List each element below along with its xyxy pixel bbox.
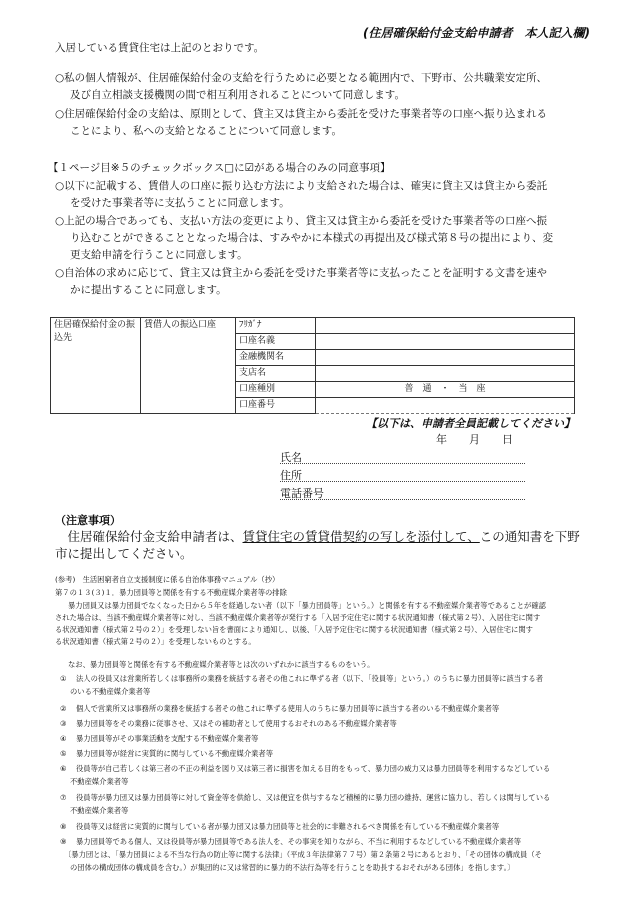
ref-item-3-line1: 暴力団員等をその業務に従事させ、又はその補助者として使用するおそれのある不動産媒介業者等 bbox=[76, 719, 397, 728]
branch-name-label: 支店名 bbox=[236, 366, 316, 382]
cond-2-line2: り込むことができることとなった場合は、すみやかに本様式の再提出及び様式第８号の提出により、変 bbox=[70, 232, 553, 244]
ref-item-6-line1: 役員等が自己若しくは第三者の不正の利益を図り又は第三者に損害を加える目的をもって、暴力団の威力又は暴力団員等を利用するなどしている bbox=[76, 764, 551, 773]
ref-item-7-line2: 不動産媒介業者等 bbox=[70, 806, 129, 815]
ref-item-1-line2: のいる不動産媒介業者等 bbox=[70, 687, 151, 696]
account-name-field[interactable] bbox=[316, 334, 575, 350]
ref-item-4-line1: 暴力団員等がその事業活動を支配する不動産媒介業者等 bbox=[76, 734, 259, 743]
consent-2-line2: ことにより、私への支給となることについて同意します。 bbox=[70, 125, 342, 137]
phone-line[interactable] bbox=[280, 499, 525, 500]
ref-footnote-2: の団体の構成団体の構成員を含む。）が集団的に又は常習的に暴力的不法行為等を行うことを助長するおそれがある団体」を指します。〕 bbox=[70, 863, 515, 872]
account-number-field[interactable] bbox=[316, 398, 575, 414]
notes-underlined: 賃貸住宅の賃貸借契約の写しを添付して、 bbox=[242, 529, 480, 544]
consent-1-line1: ○私の個人情報が、住居確保給付金の支給を行うために必要となる範囲内で、下野市、公共職業安定所、 bbox=[55, 72, 547, 84]
reference-source: (参考) 生活困窮者自立支援制度に係る自治体事務マニュアル（抄） bbox=[55, 575, 280, 584]
ref-item-7-line1: 役員等が暴力団又は暴力団員等に対して資金等を供給し、又は便宜を供与するなど積極的に暴力団の維持、運営に協力し、若しくは関与している bbox=[76, 793, 551, 802]
name-line[interactable] bbox=[280, 463, 525, 464]
ref-item-5-line1: 暴力団員等が経営に実質的に関与している不動産媒介業者等 bbox=[76, 749, 274, 758]
account-type-label: 口座種別 bbox=[236, 382, 316, 398]
cond-2-line3: 更支給申請を行うことに同意します。 bbox=[70, 249, 248, 261]
furigana-label: ﾌﾘｶﾞﾅ bbox=[236, 318, 316, 334]
cond-1-line2: を受けた事業者等に支払うことに同意します。 bbox=[70, 197, 290, 209]
bank-name-field[interactable] bbox=[316, 350, 575, 366]
account-number-label: 口座番号 bbox=[236, 398, 316, 414]
ref-item-3-num: ③ bbox=[60, 719, 67, 728]
applicant-note: 【以下は、申請者全員記載してください】 bbox=[366, 417, 575, 430]
name-label: 氏名 bbox=[280, 451, 302, 464]
consent-2-line1: ○住居確保給付金の支給は、原則として、貸主又は貸主から委託を受けた事業者等の口座へ振り込まれる bbox=[55, 108, 547, 120]
ref-para1-l1: 暴力団員又は暴力団員でなくなった日から５年を経過しない者（以下「暴力団員等」という。）と関係を有する不動産媒介業者等であることが確認 bbox=[68, 601, 546, 610]
bank-name-label: 金融機関名 bbox=[236, 350, 316, 366]
ref-item-1-line1: 法人の役員又は営業所若しくは事務所の業務を統括する者その他これに準ずる者（以下、「役員等」という。）のうちに暴力団員等に該当する者 bbox=[76, 674, 543, 683]
consent-1-line2: 及び自立相談支援機関の間で相互利用されることについて同意します。 bbox=[70, 89, 405, 101]
cond-2-line1: ○上記の場合であっても、支払い方法の変更により、貸主又は貸主から委託を受けた事業者等の口座へ振 bbox=[55, 215, 548, 227]
ref-para1-l2: された場合は、当該不動産媒介業者等に対し、当該不動産媒介業者等が発行する「入居予定住宅に関する状況通知書（様式第２号）、入居住宅に関す bbox=[55, 613, 541, 622]
ref-item-8-line1: 役員等又は経営に実質的に関与している者が暴力団又は暴力団員等と社会的に非難されるべき関係を有している不動産媒介業者等 bbox=[76, 822, 500, 831]
ref-item-5-num: ⑤ bbox=[60, 749, 67, 758]
ref-item-2-line1: 個人で営業所又は事務所の業務を統括する者その他これに準ずる使用人のうちに暴力団員等に該当する者のいる不動産媒介業者等 bbox=[76, 704, 500, 713]
phone-label: 電話番号 bbox=[280, 487, 324, 500]
ref-item-6-line2: 不動産媒介業者等 bbox=[70, 777, 129, 786]
ref-footnote-1: 〔暴力団とは、「暴力団員による不当な行為の防止等に関する法律」（平成３年法律第７７号）第２条第２号にあるとおり、「その団体の構成員（そ bbox=[64, 850, 542, 859]
conditional-title: 【１ページ目※５のチェックボックス□に☑がある場合のみの同意事項】 bbox=[48, 162, 391, 174]
reference-section: 第７の１３(３)１．暴力団員等と関係を有する不動産媒介業者等の排除 bbox=[55, 588, 287, 597]
ref-item-9-num: ⑨ bbox=[60, 837, 67, 846]
bank-account-table bbox=[50, 317, 575, 414]
ref-item-2-num: ② bbox=[60, 704, 67, 713]
furigana-field[interactable] bbox=[316, 318, 575, 334]
ref-para1-l4: る状況通知書（様式第２号の２）」を受理しないものとする。 bbox=[55, 637, 256, 646]
address-label: 住所 bbox=[280, 469, 302, 482]
ref-item-8-num: ⑧ bbox=[60, 822, 67, 831]
cond-3-line1: ○自治体の求めに応じて、貸主又は貸主から委託を受けた事業者等に支払ったことを証明する文書を速や bbox=[55, 267, 547, 279]
ref-item-4-num: ④ bbox=[60, 734, 67, 743]
account-owner-label: 賃借人の振込口座 bbox=[141, 318, 236, 414]
account-name-label: 口座名義 bbox=[236, 334, 316, 350]
notes-body: 住居確保給付金支給申請者は、賃貸住宅の賃貸借契約の写しを添付して、この通知書を下野市に提出してください。 bbox=[55, 529, 580, 561]
ref-item-7-num: ⑦ bbox=[60, 793, 67, 802]
notes-title: （注意事項） bbox=[55, 514, 121, 527]
intro-line: 入居している賃貸住宅は上記のとおりです。 bbox=[55, 42, 265, 54]
ref-item-9-line1: 暴力団員等である個人、又は役員等が暴力団員等である法人を、その事実を知りながら、不当に利用するなどしている不動産媒介業者等 bbox=[76, 837, 522, 846]
ref-para1-l3: る状況通知書（様式第２号の２）」を受理しない旨を書面により通知し、以後、「入居予定住宅に関する状況通知書（様式第２号）、入居住宅に関す bbox=[55, 625, 533, 634]
branch-name-field[interactable] bbox=[316, 366, 575, 382]
date-label: 年 月 日 bbox=[436, 433, 513, 446]
ref-item-1-num: ① bbox=[60, 674, 67, 683]
header-label: (住居確保給付金支給申請者 本人記入欄) bbox=[363, 26, 590, 40]
payee-label: 住居確保給付金の振込先 bbox=[51, 318, 141, 414]
cond-3-line2: かに提出することに同意します。 bbox=[70, 284, 227, 296]
cond-1-line1: ○以下に記載する、賃借人の口座に振り込む方法により支給された場合は、確実に貸主又は貸主から委託 bbox=[55, 180, 548, 192]
ref-item-6-num: ⑥ bbox=[60, 764, 67, 773]
ref-para2: なお、暴力団員等と関係を有する不動産媒介業者等とは次のいずれかに該当するものをいう。 bbox=[68, 660, 375, 669]
account-type-field[interactable]: 普 通 ・ 当 座 bbox=[316, 382, 575, 398]
address-line[interactable] bbox=[280, 481, 525, 482]
